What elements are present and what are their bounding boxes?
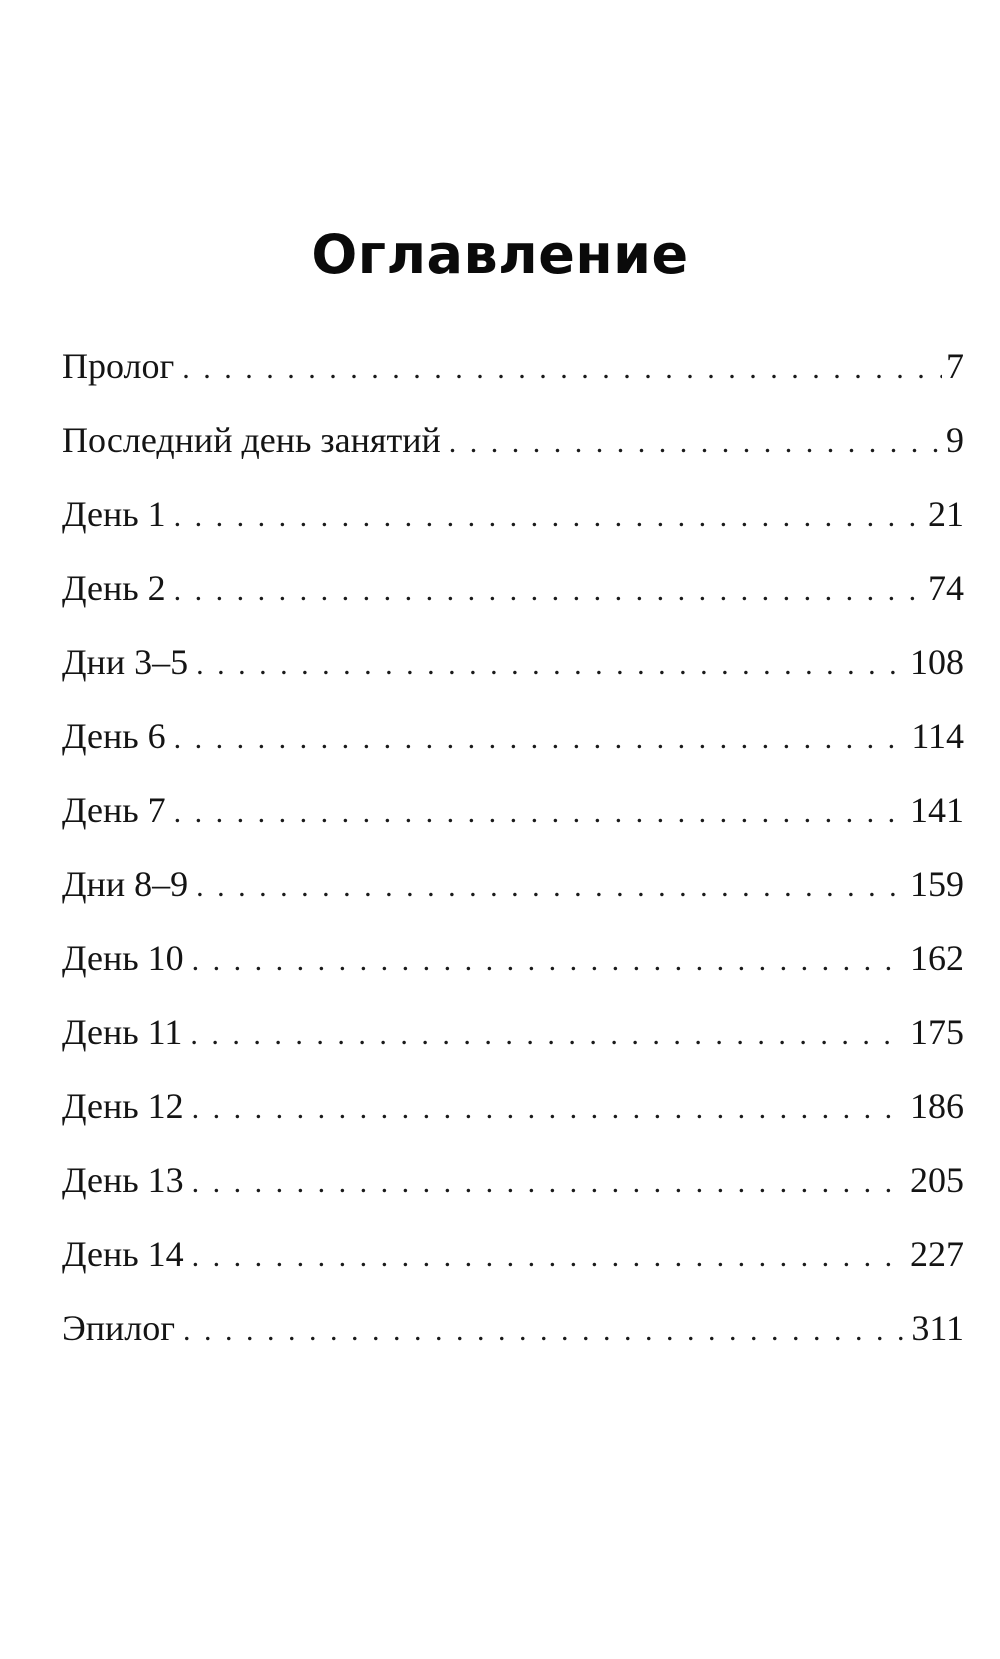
- toc-entry-page: 141: [910, 790, 964, 830]
- toc-entry: [62, 863, 964, 937]
- page-title: Оглавление: [311, 223, 689, 287]
- dot-leader: [174, 500, 924, 534]
- dot-leader: [192, 1166, 906, 1200]
- toc-entry-page: 9: [946, 420, 964, 460]
- dot-leader: [183, 1314, 907, 1348]
- toc-entry: [62, 715, 964, 789]
- toc-entry-label: День 14: [62, 1234, 184, 1274]
- toc-entry-label: День 13: [62, 1160, 184, 1200]
- toc-entry-label: День 11: [62, 1012, 183, 1052]
- toc-entry-label: День 12: [62, 1086, 184, 1126]
- toc-entry: [62, 641, 964, 715]
- toc-entry-page: 162: [910, 938, 964, 978]
- toc-entry-label: День 2: [62, 568, 166, 608]
- toc-entry-label: Эпилог: [62, 1308, 176, 1348]
- toc-entry: [62, 1159, 964, 1233]
- toc-entry-label: День 10: [62, 938, 184, 978]
- toc-entry-label: Дни 8–9: [62, 864, 189, 904]
- toc-entry-page: 186: [910, 1086, 964, 1126]
- dot-leader: [449, 426, 942, 460]
- table-of-contents: [62, 345, 964, 1381]
- toc-entry-page: 311: [911, 1308, 964, 1348]
- dot-leader: [174, 722, 908, 756]
- toc-entry-page: 159: [910, 864, 964, 904]
- dot-leader: [192, 1240, 906, 1274]
- toc-entry: [62, 1011, 964, 1085]
- toc-entry-page: 7: [946, 346, 964, 386]
- dot-leader: [196, 870, 906, 904]
- toc-entry-page: 175: [910, 1012, 964, 1052]
- toc-entry-page: 114: [911, 716, 964, 756]
- toc-entry-label: Дни 3–5: [62, 642, 189, 682]
- toc-entry-label: Последний день занятий: [62, 420, 441, 460]
- dot-leader: [182, 352, 942, 386]
- toc-entry: [62, 419, 964, 493]
- toc-entry-page: 205: [910, 1160, 964, 1200]
- toc-entry: [62, 1085, 964, 1159]
- toc-entry: [62, 1233, 964, 1307]
- toc-entry: [62, 1307, 964, 1381]
- dot-leader: [174, 574, 924, 608]
- dot-leader: [196, 648, 906, 682]
- dot-leader: [174, 796, 906, 830]
- dot-leader: [190, 1018, 906, 1052]
- toc-entry-page: 108: [910, 642, 964, 682]
- toc-entry-label: День 7: [62, 790, 166, 830]
- toc-entry: [62, 789, 964, 863]
- toc-entry-label: День 1: [62, 494, 166, 534]
- toc-entry: [62, 493, 964, 567]
- toc-entry: [62, 937, 964, 1011]
- toc-entry-page: 21: [928, 494, 964, 534]
- toc-entry-page: 74: [928, 568, 964, 608]
- toc-entry: [62, 567, 964, 641]
- toc-entry-label: День 6: [62, 716, 166, 756]
- toc-entry: [62, 345, 964, 419]
- dot-leader: [192, 944, 906, 978]
- dot-leader: [192, 1092, 906, 1126]
- toc-entry-label: Пролог: [62, 346, 175, 386]
- toc-entry-page: 227: [910, 1234, 964, 1274]
